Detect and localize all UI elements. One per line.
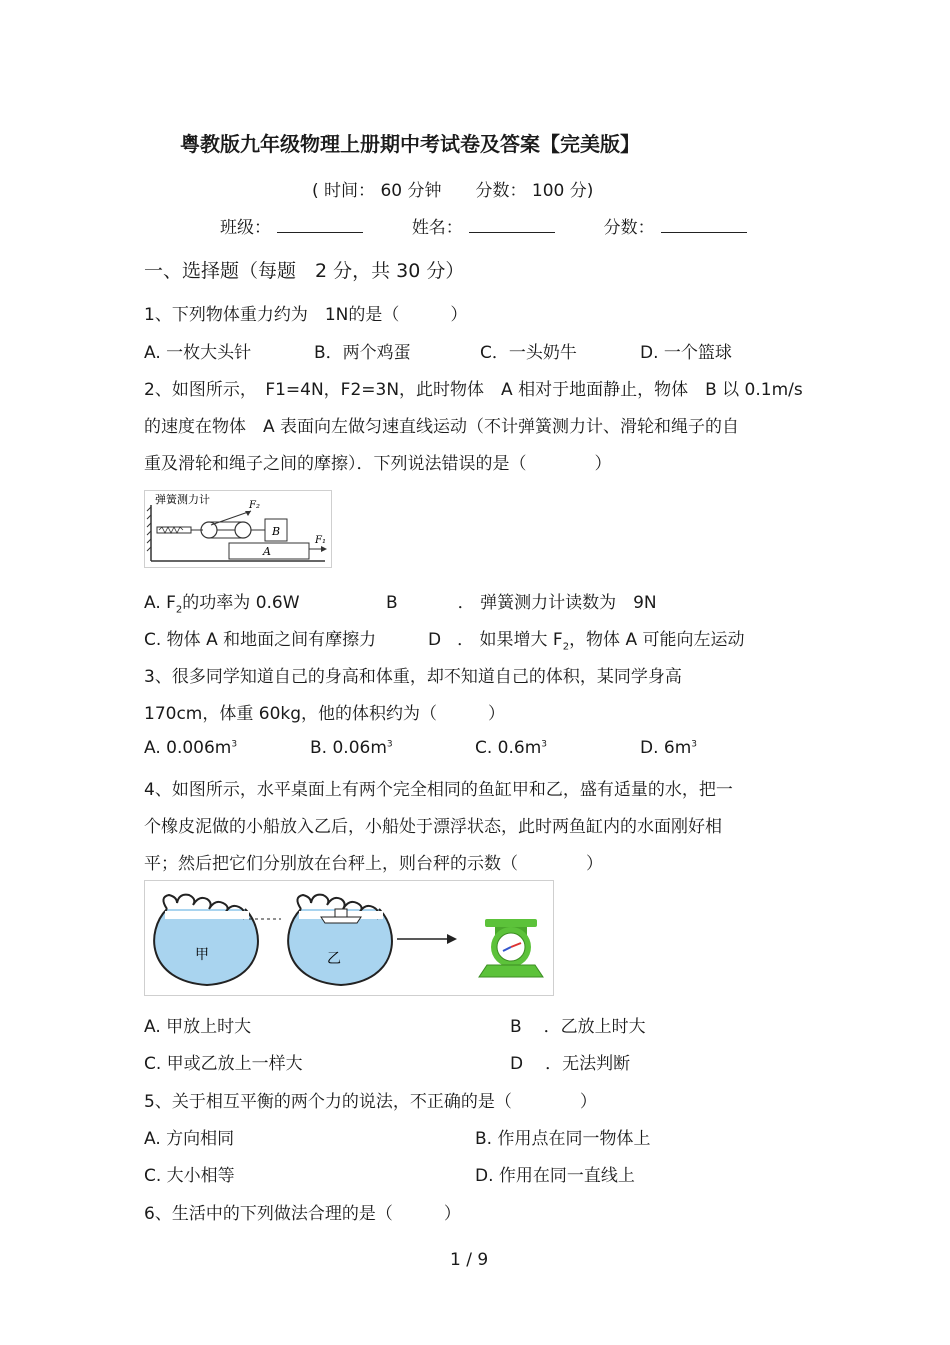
tank-jia-label: 甲 [195,947,209,963]
q2-option-a: A. $F_2$的功率为 0.6W [144,593,300,616]
q3-option-b: B. $0.06m^3$ [310,738,393,758]
q5-stem: 5、关于相互平衡的两个力的说法，不正确的是（ ） [144,1092,597,1112]
q1-stem: 1、下列物体重力约为 1N的是（ ） [144,305,468,325]
student-fields [220,213,747,238]
class-label: 班级： [220,218,271,238]
block-a-label: A [263,545,271,558]
name-label: 姓名： [411,218,463,238]
score-label: 分数： [603,218,655,238]
page-number: 1 / 9 [450,1250,489,1270]
fish-tanks-diagram [145,881,553,995]
q1-option-a: A. 一枚大头针 [144,343,252,363]
q4-option-d: D ．无法判断 [510,1054,631,1074]
q2-option-d: D ． 如果增大 $F_2$，物体 A 可能向左运动 [428,630,745,653]
q2-option-b: B ． 弹簧测力计读数为 9N [386,593,657,613]
q1-option-b: B．两个鸡蛋 [314,343,411,363]
q2-option-c: C. 物体 A 和地面之间有摩擦力 [144,630,377,650]
q4-option-a: A. 甲放上时大 [144,1017,252,1037]
f1-label: F₁ [315,535,326,546]
q3-option-c: C. $0.6m^3$ [475,738,548,758]
name-blank[interactable] [469,216,555,233]
q4-option-b: B ．乙放上时大 [510,1017,646,1037]
q3-stem-line1: 3、很多同学知道自己的身高和体重，却不知道自己的体积，某同学身高 [144,667,682,687]
pulley-diagram [145,491,331,567]
q4-option-c: C. 甲或乙放上一样大 [144,1054,303,1074]
q4-figure [144,880,554,996]
q3-option-a: A. $0.006m^3$ [144,738,238,758]
q2-stem-line1: 2、如图所示， F1=4N，F2=3N，此时物体 A 相对于地面静止，物体 B 以 0.1m/s [144,380,803,400]
q5-option-d: D. 作用在同一直线上 [475,1166,635,1186]
tank-yi-label: 乙 [327,951,341,967]
score-blank[interactable] [661,216,747,233]
q5-option-b: B. 作用点在同一物体上 [475,1129,651,1149]
q2-stem-line3: 重及滑轮和绳子之间的摩擦）．下列说法错误的是（ ） [144,454,612,474]
section-heading: 一、选择题（每题 2 分，共 30 分） [144,260,465,282]
q4-stem-line1: 4、如图所示，水平桌面上有两个完全相同的鱼缸甲和乙，盛有适量的水，把一 [144,780,733,800]
spring-scale-label: 弹簧测力计 [155,493,210,506]
exam-info: ( 时间： 60 分钟 分数： 100 分) [312,181,594,201]
q4-stem-line2: 个橡皮泥做的小船放入乙后，小船处于漂浮状态，此时两鱼缸内的水面刚好相 [144,817,722,837]
q3-option-d: D. $6m^3$ [640,738,698,758]
q3-stem-line2: 170cm，体重 60kg，他的体积约为（ ） [144,704,506,724]
class-blank[interactable] [277,216,363,233]
q1-option-c: C．一头奶牛 [480,343,577,363]
q2-stem-line2: 的速度在物体 A 表面向左做匀速直线运动（不计弹簧测力计、滑轮和绳子的自 [144,417,740,437]
q1-option-d: D. 一个篮球 [640,343,732,363]
block-b-label: B [272,525,281,538]
q6-stem: 6、生活中的下列做法合理的是（ ） [144,1204,461,1224]
q2-figure [144,490,332,568]
page-title: 粤教版九年级物理上册期中考试卷及答案【完美版】 [180,132,640,156]
q5-option-a: A. 方向相同 [144,1129,235,1149]
q5-option-c: C. 大小相等 [144,1166,235,1186]
q4-stem-line3: 平；然后把它们分别放在台秤上，则台秤的示数（ ） [144,854,603,874]
f2-label: F₂ [249,500,260,511]
